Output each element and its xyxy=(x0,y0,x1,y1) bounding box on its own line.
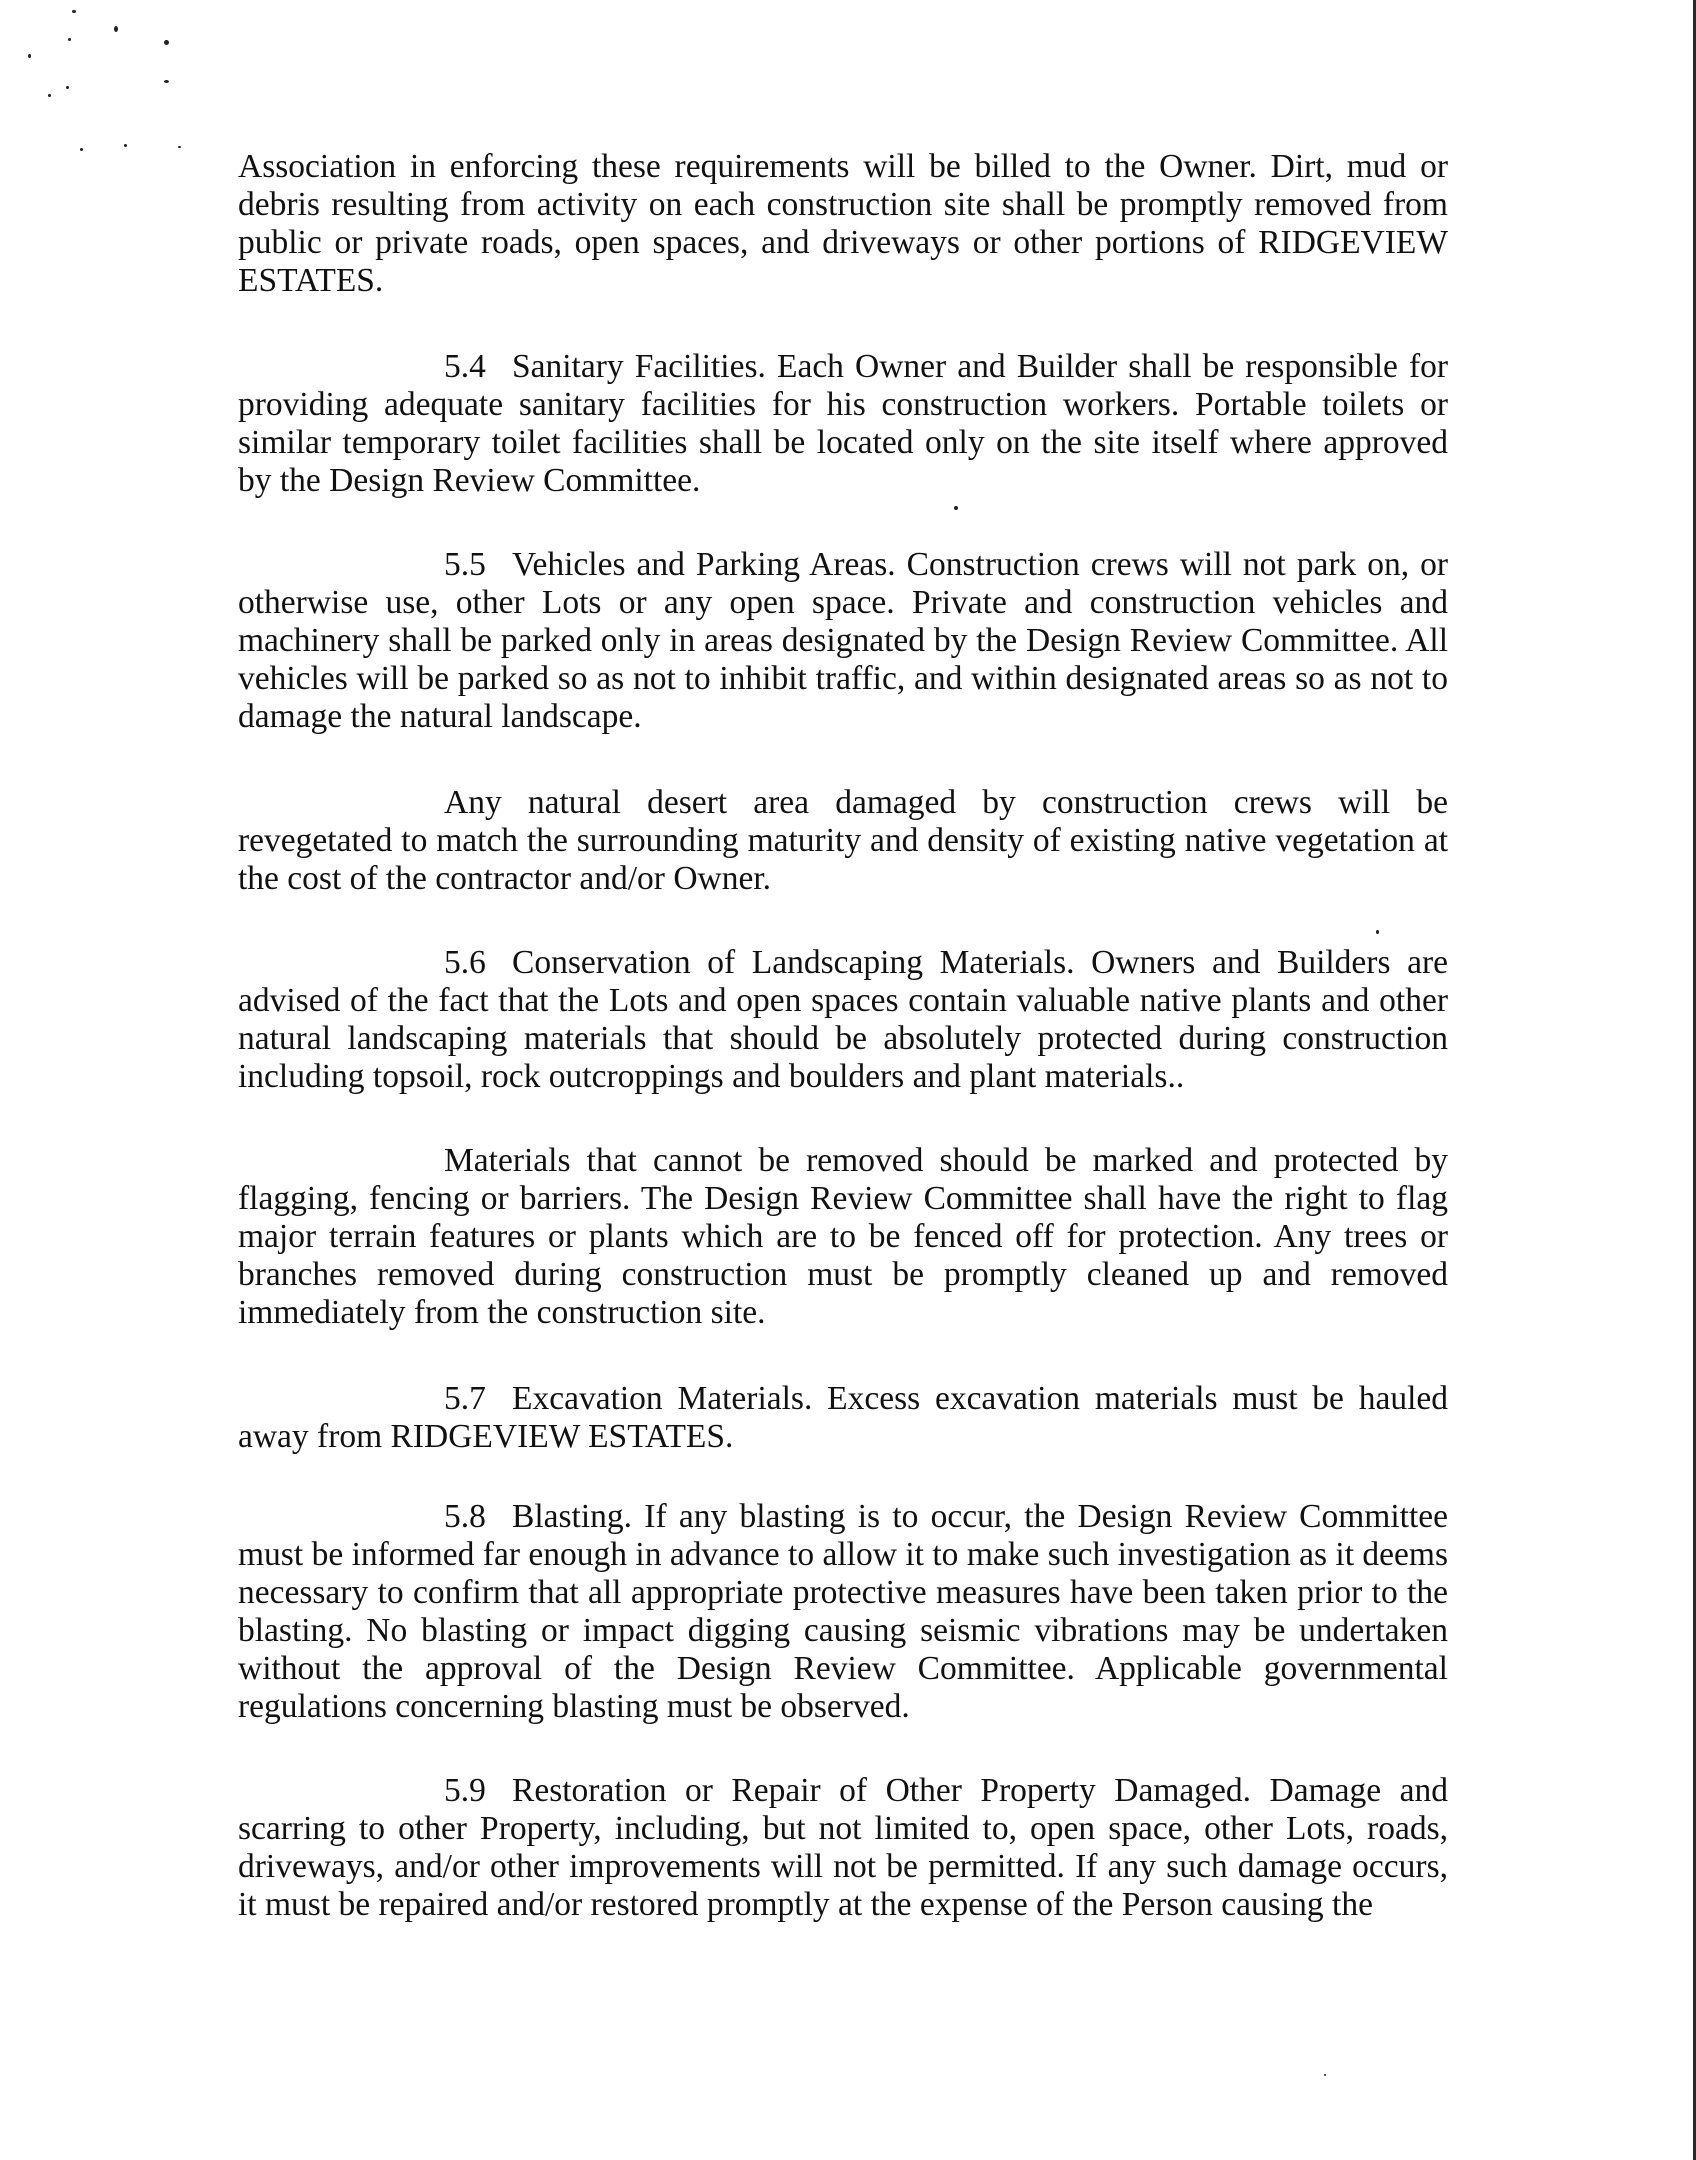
section-number: 5.9 xyxy=(444,1772,486,1809)
section-5-8 xyxy=(238,1498,1448,1726)
section-number: 5.4 xyxy=(444,348,486,385)
section-heading: Restoration or Repair of Other Property Damaged. xyxy=(512,1772,1251,1809)
section-text: Excess excavation materials must be hauled away from RIDGEVIEW ESTATES. xyxy=(238,1380,1448,1455)
scan-speck xyxy=(68,38,71,41)
section-number: 5.6 xyxy=(444,944,486,981)
scan-speck xyxy=(164,80,169,83)
section-5-9 xyxy=(238,1772,1448,1924)
scan-speck xyxy=(72,10,76,13)
section-number: 5.7 xyxy=(444,1380,486,1417)
scan-speck xyxy=(178,146,181,148)
section-5-7 xyxy=(238,1380,1448,1456)
section-number: 5.8 xyxy=(444,1498,486,1535)
section-heading: Excavation Materials. xyxy=(512,1380,813,1417)
section-text: Construction crews will not park on, or otherwise use, other Lots or any open space. Private and construction vehicles and machinery shall be parked only in areas designated by the Design Review Committee. All vehicles will be parked so as not to inhibit traffic, and within designated areas so as not to damage the natural landscape. xyxy=(238,546,1448,735)
section-heading: Conservation of Landscaping Materials. xyxy=(512,944,1075,981)
section-5-6 xyxy=(238,944,1448,1096)
section-heading: Sanitary Facilities. xyxy=(512,348,766,385)
scan-speck xyxy=(954,506,958,510)
paragraph-continuation xyxy=(238,148,1448,300)
scan-speck xyxy=(1324,2074,1326,2076)
section-text: Owners and Builders are advised of the fact that the Lots and open spaces contain valuable native plants and other natural landscaping materials that should be absolutely protected during construction including topsoil, rock outcroppings and boulders and plant materials.. xyxy=(238,944,1449,1095)
scan-speck xyxy=(114,26,118,32)
section-text: Damage and scarring to other Property, including, but not limited to, open space, other Lots, roads, driveways, and/or other improvements will not be permitted. If any such damage occurs, it must be repaired and/or restored promptly at the expense of the Person causing the xyxy=(238,1772,1449,1923)
section-text: Each Owner and Builder shall be responsible for providing adequate sanitary facilities for his construction workers. Portable toilets or similar temporary toilet facilities shall be located only on the site itself where approved by the Design Review Committee. xyxy=(238,348,1449,499)
scan-speck xyxy=(1376,930,1379,934)
section-number: 5.5 xyxy=(444,546,486,583)
scan-speck xyxy=(124,144,127,147)
paragraph-text: Association in enforcing these requirements will be billed to the Owner. Dirt, mud or debris resulting from activity on each construction site shall be promptly removed from public or private roads, open spaces, and driveways or other portions of RIDGEVIEW ESTATES. xyxy=(238,148,1448,299)
paragraph-revegetation xyxy=(238,784,1448,898)
scan-speck xyxy=(80,148,83,151)
scan-speck xyxy=(28,54,31,58)
scan-speck xyxy=(66,86,69,89)
section-text: If any blasting is to occur, the Design Review Committee must be informed far enough in advance to allow it to make such investigation as it deems necessary to confirm that all appropriate protective measures have been taken prior to the blasting. No blasting or impact digging causing seismic vibrations may be undertaken without the approval of the Design Review Committee. Applicable governmental regulations concerning blasting must be observed. xyxy=(238,1498,1448,1725)
paragraph-text: Materials that cannot be removed should be marked and protected by flagging, fencing or barriers. The Design Review Committee shall have the right to flag major terrain features or plants which are to be fenced off for protection. Any trees or branches removed during construction must be promptly cleaned up and removed immediately from the construction site. xyxy=(238,1142,1448,1331)
section-heading: Blasting. xyxy=(512,1498,633,1535)
section-5-5 xyxy=(238,546,1448,736)
section-5-4 xyxy=(238,348,1448,500)
paragraph-text: Any natural desert area damaged by construction crews will be revegetated to match the surrounding maturity and density of existing native vegetation at the cost of the contractor and/or Owner. xyxy=(238,784,1448,897)
scan-speck xyxy=(164,40,169,45)
paragraph-flagging xyxy=(238,1142,1448,1332)
scan-speck xyxy=(48,94,51,97)
section-heading: Vehicles and Parking Areas. xyxy=(512,546,896,583)
